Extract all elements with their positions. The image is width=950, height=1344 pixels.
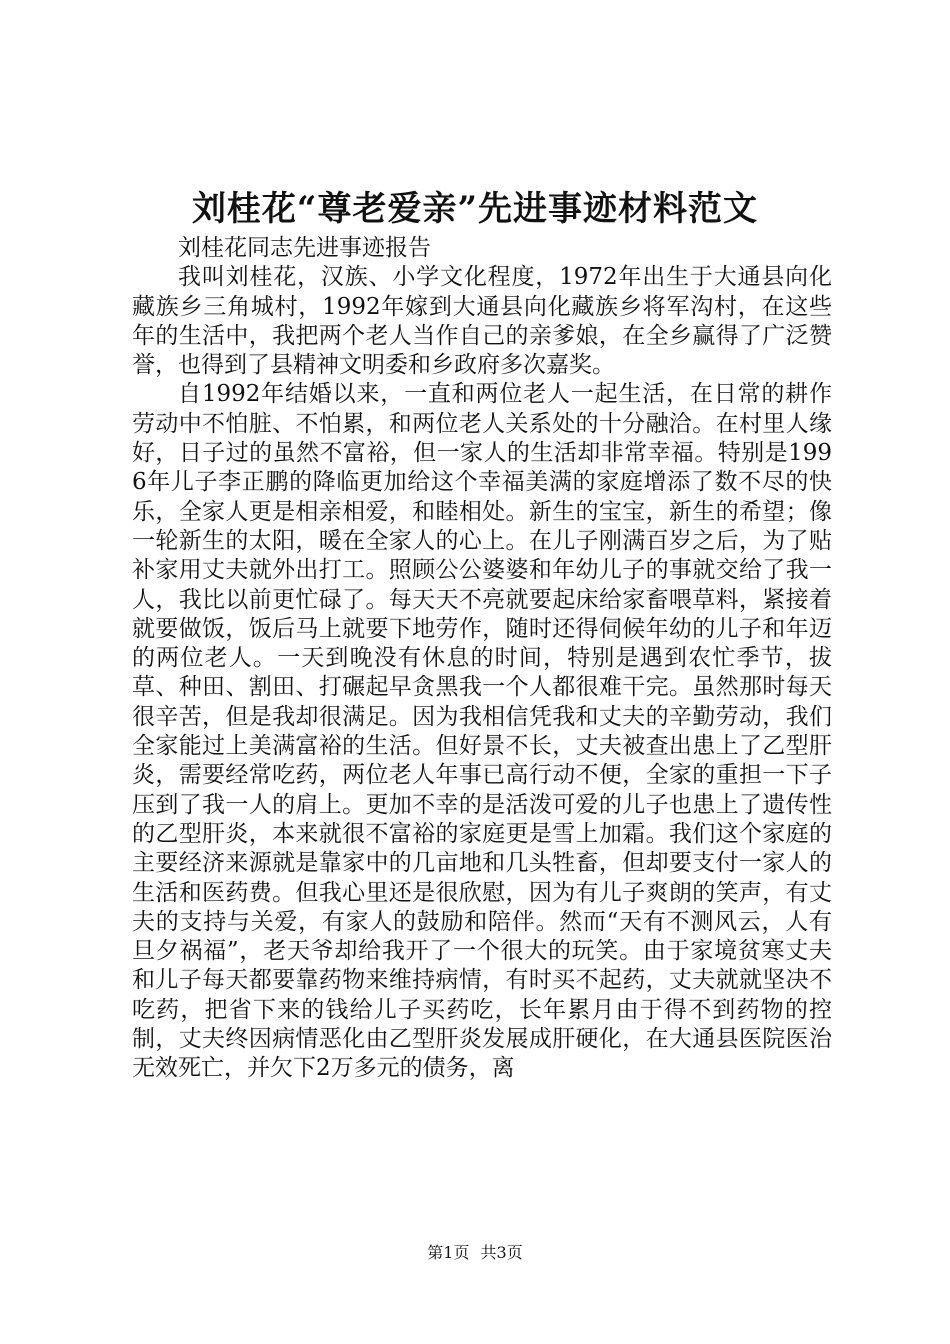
subtitle-line: 刘桂花同志先进事迹报告 — [178, 235, 431, 261]
paragraph-main: 自1992年结婚以来，一直和两位老人一起生活，在日常的耕作劳动中不怕脏、不怕累，和两位老人关系处的十分融洽。在村里人缘好，日子过的虽然不富裕，但一家人的生活却非常幸福。特别是1996年儿子李正鹏的降临更加给这个幸福美满的家庭增添了数不尽的快乐，全家人更是相亲相爱，和睦相处。新生的宝宝，新生的希望；像一轮新生的太阳，暖在全家人的心上。在儿子刚满百岁之后，为了贴补家用丈夫就外出打工。照顾公公婆婆和年幼儿子的事就交给了我一人，我比以前更忙碌了。每天天不亮就要起床给家畜喂草料，紧接着就要做饭，饭后马上就要下地劳作，随时还得伺候年幼的儿子和年迈的两位老人。一天到晚没有休息的时间，特别是遇到农忙季节，拔草、种田、割田、打碾起早贪黑我一个人都很难干完。虽然那时每天很辛苦，但是我却很满足。因为我相信凭我和丈夫的辛勤劳动，我们全家能过上美满富裕的生活。但好景不长，丈夫被查出患上了乙型肝炎，需要经常吃药，两位老人年事已高行动不便，全家的重担一下子压到了我一人的肩上。更加不幸的是活泼可爱的儿子也患上了遗传性的乙型肝炎，本来就很不富裕的家庭更是雪上加霜。我们这个家庭的主要经济来源就是靠家中的几亩地和几头牲畜，但却要支付一家人的生活和医药费。但我心里还是很欣慰，因为有儿子爽朗的笑声，有丈夫的支持与关爱，有家人的鼓励和陪伴。然而“天有不测风云，人有旦夕祸福”，老天爷却给我开了一个很大的玩笑。由于家境贫寒丈夫和儿子每天都要靠药物来维持病情，有时买不起药，丈夫就就坚决不吃药，把省下来的钱给儿子买药吃，长年累月由于得不到药物的控制，丈夫终因病情恶化由乙型肝炎发展成肝硬化，在大通县医院医治无效死亡，并欠下2万多元的债务，离 — [132, 381, 832, 1082]
document-title: 刘桂花“尊老爱亲”先进事迹材料范文 — [191, 189, 759, 229]
page-number: 第1页 — [427, 1243, 470, 1262]
page-total: 共3页 — [480, 1243, 523, 1262]
page-footer — [0, 1242, 950, 1264]
document-body — [132, 234, 832, 1084]
paragraph-intro: 我叫刘桂花，汉族、小学文化程度，1972年出生于大通县向化藏族乡三角城村，1992年嫁到大通县向化藏族乡将军沟村，在这些年的生活中，我把两个老人当作自己的亲爹娘，在全乡赢得了广泛赞誉，也得到了县精神文明委和乡政府多次嘉奖。 — [132, 264, 832, 379]
